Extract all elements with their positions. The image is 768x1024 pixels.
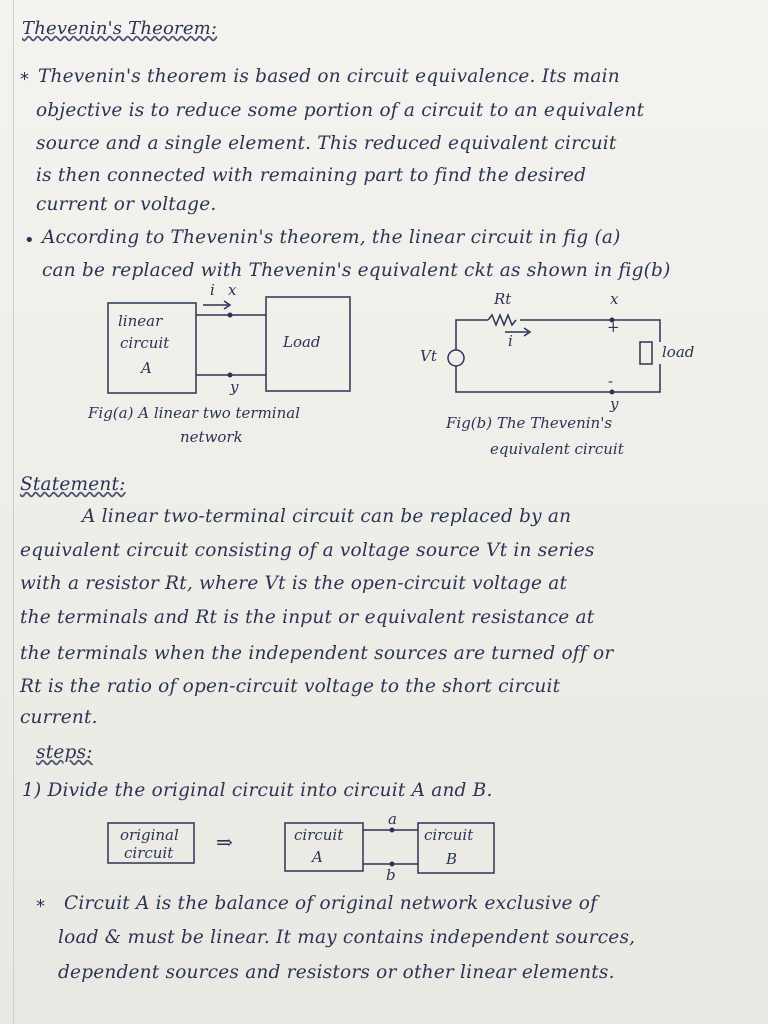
fig-b-vt-label: Vt <box>420 347 437 365</box>
para3-line-2: load & must be linear. It may contains independent sources, <box>58 927 636 948</box>
para3-line-1: Circuit A is the balance of original network exclusive of <box>64 893 598 914</box>
fig-c-circuit-b-2: B <box>446 850 458 868</box>
fig-b-y-label: y <box>610 395 619 413</box>
fig-c-b-label: b <box>386 866 396 884</box>
fig-c-original-2: circuit <box>124 844 174 862</box>
para1-line-2: objective is to reduce some portion of a circuit to an equivalent <box>36 100 645 121</box>
fig-c-a-label: a <box>388 810 397 828</box>
fig-b-current-label: i <box>508 332 513 350</box>
para1-line-1: Thevenin's theorem is based on circuit equivalence. Its main <box>38 66 620 87</box>
para2-line-2: can be replaced with Thevenin's equivalent ckt as shown in fig(b) <box>42 260 671 281</box>
fig-b-minus-label: - <box>608 372 614 390</box>
fig-a-block-label-3: A <box>141 359 152 377</box>
fig-b-x-label: x <box>610 290 619 308</box>
fig-b-caption-2: equivalent circuit <box>490 440 624 458</box>
fig-a-x-label: x <box>228 281 237 299</box>
fig-a-y-label: y <box>230 378 239 396</box>
fig-b-rt-label: Rt <box>494 290 512 308</box>
para1-line-5: current or voltage. <box>36 194 217 215</box>
fig-c-circuit-a-2: A <box>312 848 323 866</box>
statement-line-3: with a resistor Rt, where Vt is the open-circuit voltage at <box>20 573 568 594</box>
statement-heading: Statement: <box>20 474 126 495</box>
step-1: 1) Divide the original circuit into circuit A and B. <box>22 780 493 801</box>
statement-line-4: the terminals and Rt is the input or equivalent resistance at <box>20 607 595 628</box>
fig-c-circuit-a-1: circuit <box>294 826 344 844</box>
page-title: Thevenin's Theorem: <box>22 18 218 39</box>
fig-b-caption-1: Fig(b) The Thevenin's <box>446 414 613 432</box>
fig-a-block-label-2: circuit <box>120 334 170 352</box>
fig-a-caption-1: Fig(a) A linear two terminal <box>88 404 300 422</box>
bullet-1: * <box>20 69 29 90</box>
para2-line-1: According to Thevenin's theorem, the linear circuit in fig (a) <box>42 227 621 248</box>
statement-line-1: A linear two-terminal circuit can be replaced by an <box>82 506 572 527</box>
statement-line-6: Rt is the ratio of open-circuit voltage to the short circuit <box>20 676 561 697</box>
fig-a-caption-2: network <box>180 428 243 446</box>
statement-line-7: current. <box>20 707 98 728</box>
fig-b-plus-label: + <box>607 318 620 336</box>
para3-line-3: dependent sources and resistors or other linear elements. <box>58 962 615 983</box>
bullet-3: * <box>36 896 45 917</box>
statement-line-5: the terminals when the independent sources are turned off or <box>20 643 614 664</box>
statement-line-2: equivalent circuit consisting of a voltage source Vt in series <box>20 540 595 561</box>
fig-a-current-label: i <box>210 281 215 299</box>
steps-heading: steps: <box>36 742 93 763</box>
fig-c-arrow: ⇒ <box>216 830 233 854</box>
para1-line-3: source and a single element. This reduced equivalent circuit <box>36 133 617 154</box>
fig-c-original-1: original <box>120 826 179 844</box>
para1-line-4: is then connected with remaining part to find the desired <box>36 165 587 186</box>
fig-a-load-label: Load <box>283 333 321 351</box>
bullet-2: • <box>24 230 35 251</box>
fig-c-circuit-b-1: circuit <box>424 826 474 844</box>
fig-a-block-label-1: linear <box>118 312 163 330</box>
fig-b-load-label: load <box>662 343 695 361</box>
